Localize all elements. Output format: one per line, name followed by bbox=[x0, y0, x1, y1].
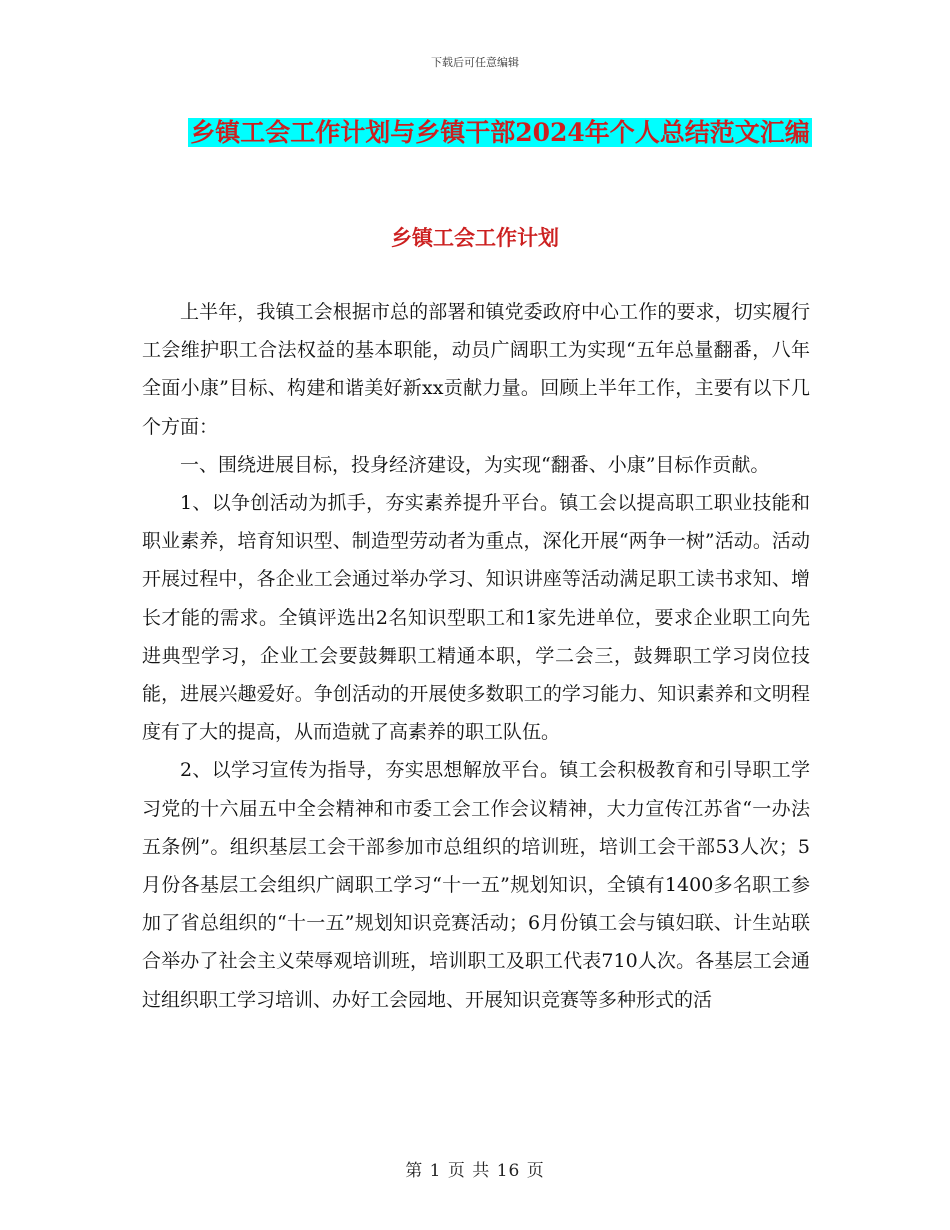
paragraph-item-two: 2、以学习宣传为指导，夯实思想解放平台。镇工会积极教育和引导职工学习党的十六届五中全会精神和市委工会工作会议精神，大力宣传江苏省“一办法五条例”。组织基层工会干部参加市总组织的培训班，培训工会干部53人次；5月份各基层工会组织广阔职工学习“十一五”规划知识，全镇有1400多名职工参加了省总组织的“十一五”规划知识竞赛活动；6月份镇工会与镇妇联、计生站联合举办了社会主义荣辱观培训班，培训职工及职工代表710人次。各基层工会通过组织职工学习培训、办好工会园地、开展知识竞赛等多种形式的活 bbox=[142, 759, 810, 1011]
paragraph-heading-one: 一、围绕进展目标，投身经济建设，为实现“翻番、小康”目标作贡献。 bbox=[180, 453, 770, 476]
paragraph-intro: 上半年，我镇工会根据市总的部署和镇党委政府中心工作的要求，切实履行工会维护职工合法权益的基本职能，动员广阔职工为实现“五年总量翻番，八年全面小康”目标、构建和谐美好新xx贡献力量。回顾上半年工作，主要有以下几个方面： bbox=[142, 301, 810, 438]
section-title: 乡镇工会工作计划 bbox=[391, 225, 559, 250]
document-title bbox=[150, 110, 850, 156]
header-note: 下载后可任意编辑 bbox=[431, 56, 519, 69]
document-title-text: 乡镇工会工作计划与乡镇干部2024年个人总结范文汇编 bbox=[190, 118, 810, 147]
page-number-footer: 第 1 页 共 16 页 bbox=[405, 1161, 545, 1181]
document-body bbox=[142, 293, 810, 1019]
paragraph-item-one: 1、以争创活动为抓手，夯实素养提升平台。镇工会以提高职工职业技能和职业素养，培育知识型、制造型劳动者为重点，深化开展“两争一树”活动。活动开展过程中，各企业工会通过举办学习、知识讲座等活动满足职工读书求知、增长才能的需求。全镇评选出2名知识型职工和1家先进单位，要求企业职工向先进典型学习，企业工会要鼓舞职工精通本职，学二会三，鼓舞职工学习岗位技能，进展兴趣爱好。争创活动的开展使多数职工的学习能力、知识素养和文明程度有了大的提高，从而造就了高素养的职工队伍。 bbox=[142, 492, 810, 744]
